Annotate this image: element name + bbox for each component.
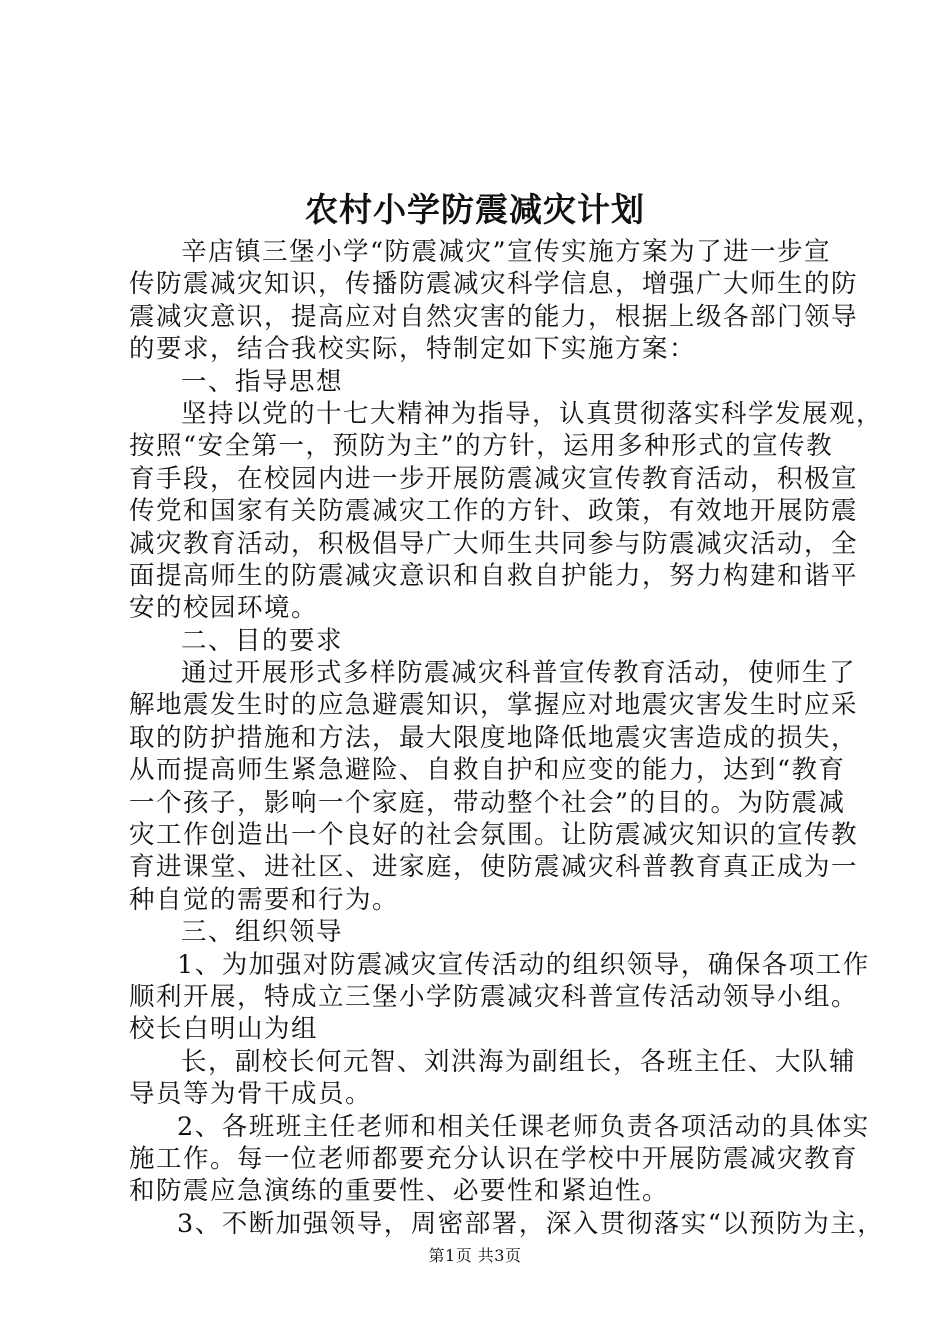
paragraph-line: 施工作。每一位老师都要充分认识在学校中开展防震减灾教育 <box>129 1143 859 1174</box>
paragraph-line: 面提高师生的防震减灾意识和自救自护能力，努力构建和谐平 <box>129 560 859 591</box>
document-title: 农村小学防震减灾计划 <box>305 190 645 229</box>
paragraph-line: 解地震发生时的应急避震知识，掌握应对地震灾害发生时应采 <box>129 690 859 721</box>
paragraph-line: 震减灾意识，提高应对自然灾害的能力，根据上级各部门领导 <box>129 301 859 332</box>
paragraph-line: 的要求，结合我校实际，特制定如下实施方案： <box>129 334 697 365</box>
section-heading: 二、目的要求 <box>181 625 344 656</box>
paragraph-line: 顺利开展，特成立三堡小学防震减灾科普宣传活动领导小组。 <box>129 981 859 1012</box>
paragraph-line: 坚持以党的十七大精神为指导，认真贯彻落实科学发展观， <box>181 398 884 429</box>
section-heading: 一、指导思想 <box>181 366 344 397</box>
paragraph-line: 从而提高师生紧急避险、自救自护和应变的能力，达到“教育 <box>129 755 846 786</box>
paragraph-line: 育手段，在校园内进一步开展防震减灾宣传教育活动，积极宣 <box>129 463 859 494</box>
paragraph-line: 取的防护措施和方法，最大限度地降低地震灾害造成的损失， <box>129 722 859 753</box>
paragraph-line: 安的校园环境。 <box>129 593 319 624</box>
section-heading: 三、组织领导 <box>181 917 344 948</box>
paragraph-line: 传党和国家有关防震减灾工作的方针、政策，有效地开展防震 <box>129 496 859 527</box>
paragraph-line: 和防震应急演练的重要性、必要性和紧迫性。 <box>129 1176 670 1207</box>
paragraph-line: 传防震减灾知识，传播防震减灾科学信息，增强广大师生的防 <box>129 269 859 300</box>
paragraph-line: 导员等为骨干成员。 <box>129 1079 373 1110</box>
paragraph-line: 1、为加强对防震减灾宣传活动的组织领导，确保各项工作 <box>177 949 870 980</box>
paragraph-line: 3、不断加强领导，周密部署，深入贯彻落实“以预防为主， <box>177 1208 885 1239</box>
paragraph-line: 育进课堂、进社区、进家庭，使防震减灾科普教育真正成为一 <box>129 852 859 883</box>
paragraph-line: 灾工作创造出一个良好的社会氛围。让防震减灾知识的宣传教 <box>129 820 859 851</box>
paragraph-line: 辛店镇三堡小学“防震减灾”宣传实施方案为了进一步宣 <box>181 237 832 267</box>
paragraph-line: 减灾教育活动，积极倡导广大师生共同参与防震减灾活动，全 <box>129 528 859 559</box>
page-number: 第1页 共3页 <box>428 1246 522 1265</box>
paragraph-line: 校长白明山为组 <box>129 1014 319 1045</box>
paragraph-line: 通过开展形式多样防震减灾科普宣传教育活动，使师生了 <box>181 658 857 689</box>
paragraph-line: 2、各班班主任老师和相关任课老师负责各项活动的具体实 <box>177 1111 870 1142</box>
paragraph-line: 一个孩子，影响一个家庭，带动整个社会”的目的。为防震减 <box>129 787 846 818</box>
paragraph-line: 种自觉的需要和行为。 <box>129 884 400 915</box>
document-body <box>129 236 885 1240</box>
paragraph-line: 按照“安全第一，预防为主”的方针，运用多种形式的宣传教 <box>129 431 834 462</box>
paragraph-line: 长，副校长何元智、刘洪海为副组长，各班主任、大队辅 <box>181 1046 857 1077</box>
